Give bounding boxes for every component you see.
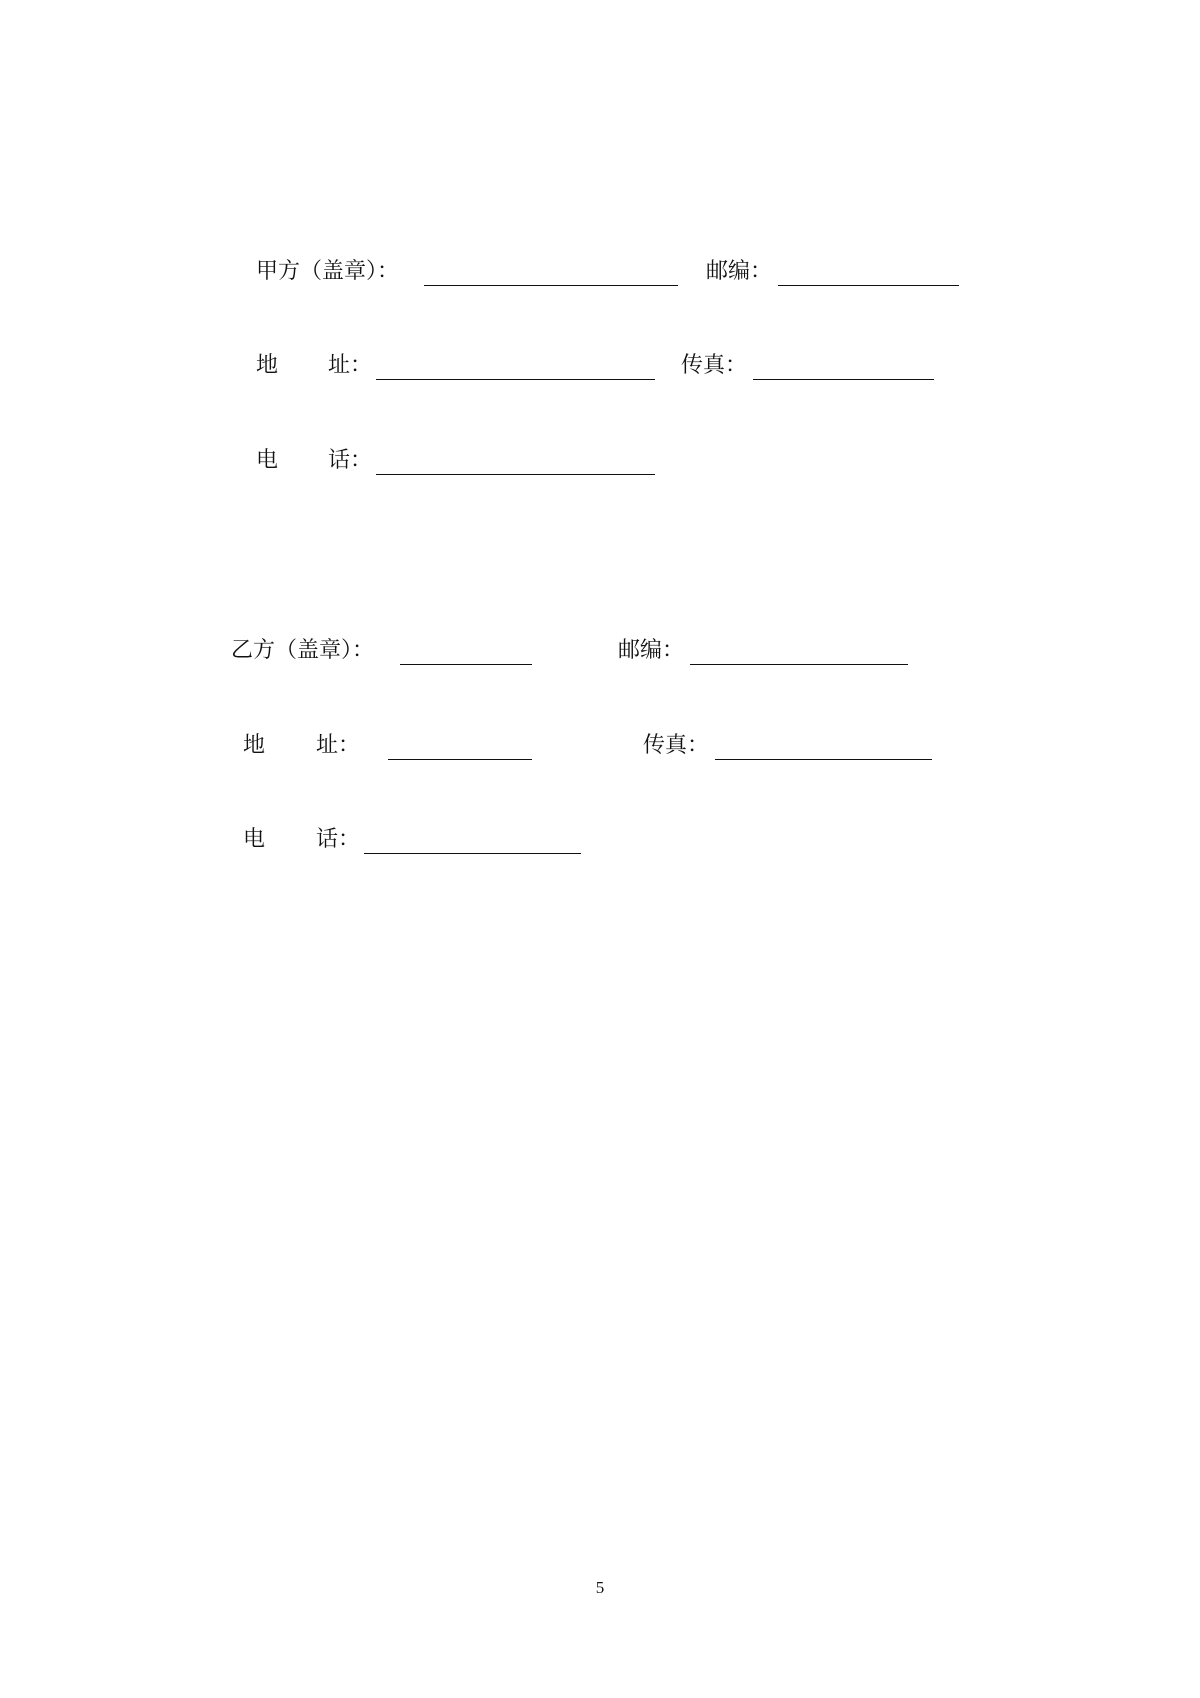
party-b-fax-field[interactable] bbox=[715, 759, 932, 760]
party-a-zip-field[interactable] bbox=[778, 285, 959, 286]
party-b-seal-field[interactable] bbox=[400, 664, 532, 665]
party-b-address-field[interactable] bbox=[388, 759, 532, 760]
party-b-zip-field[interactable] bbox=[690, 664, 908, 665]
party-b-address-char2: 址： bbox=[316, 733, 361, 758]
party-a-fax-label: 传真： bbox=[681, 353, 748, 378]
party-a-address-char2: 址： bbox=[328, 353, 373, 378]
party-b-fax-label: 传真： bbox=[643, 733, 710, 758]
party-a-fax-field[interactable] bbox=[753, 379, 934, 380]
party-b-address-char1: 地 bbox=[243, 733, 266, 758]
party-a-seal-label: 甲方（盖章）： bbox=[256, 259, 400, 284]
party-b-zip-label: 邮编： bbox=[618, 638, 685, 663]
party-a-seal-field[interactable] bbox=[424, 285, 678, 286]
page-number: 5 bbox=[595, 1578, 605, 1597]
party-b-seal-label: 乙方（盖章）： bbox=[231, 638, 375, 663]
party-a-address-field[interactable] bbox=[376, 379, 655, 380]
party-a-phone-field[interactable] bbox=[376, 474, 655, 475]
party-b-phone-field[interactable] bbox=[364, 853, 581, 854]
party-a-phone-char1: 电 bbox=[256, 448, 279, 473]
party-b-phone-char2: 话： bbox=[316, 827, 361, 852]
party-a-zip-label: 邮编： bbox=[706, 259, 773, 284]
party-a-phone-char2: 话： bbox=[328, 448, 373, 473]
party-b-phone-char1: 电 bbox=[243, 827, 266, 852]
party-a-address-char1: 地 bbox=[256, 353, 279, 378]
